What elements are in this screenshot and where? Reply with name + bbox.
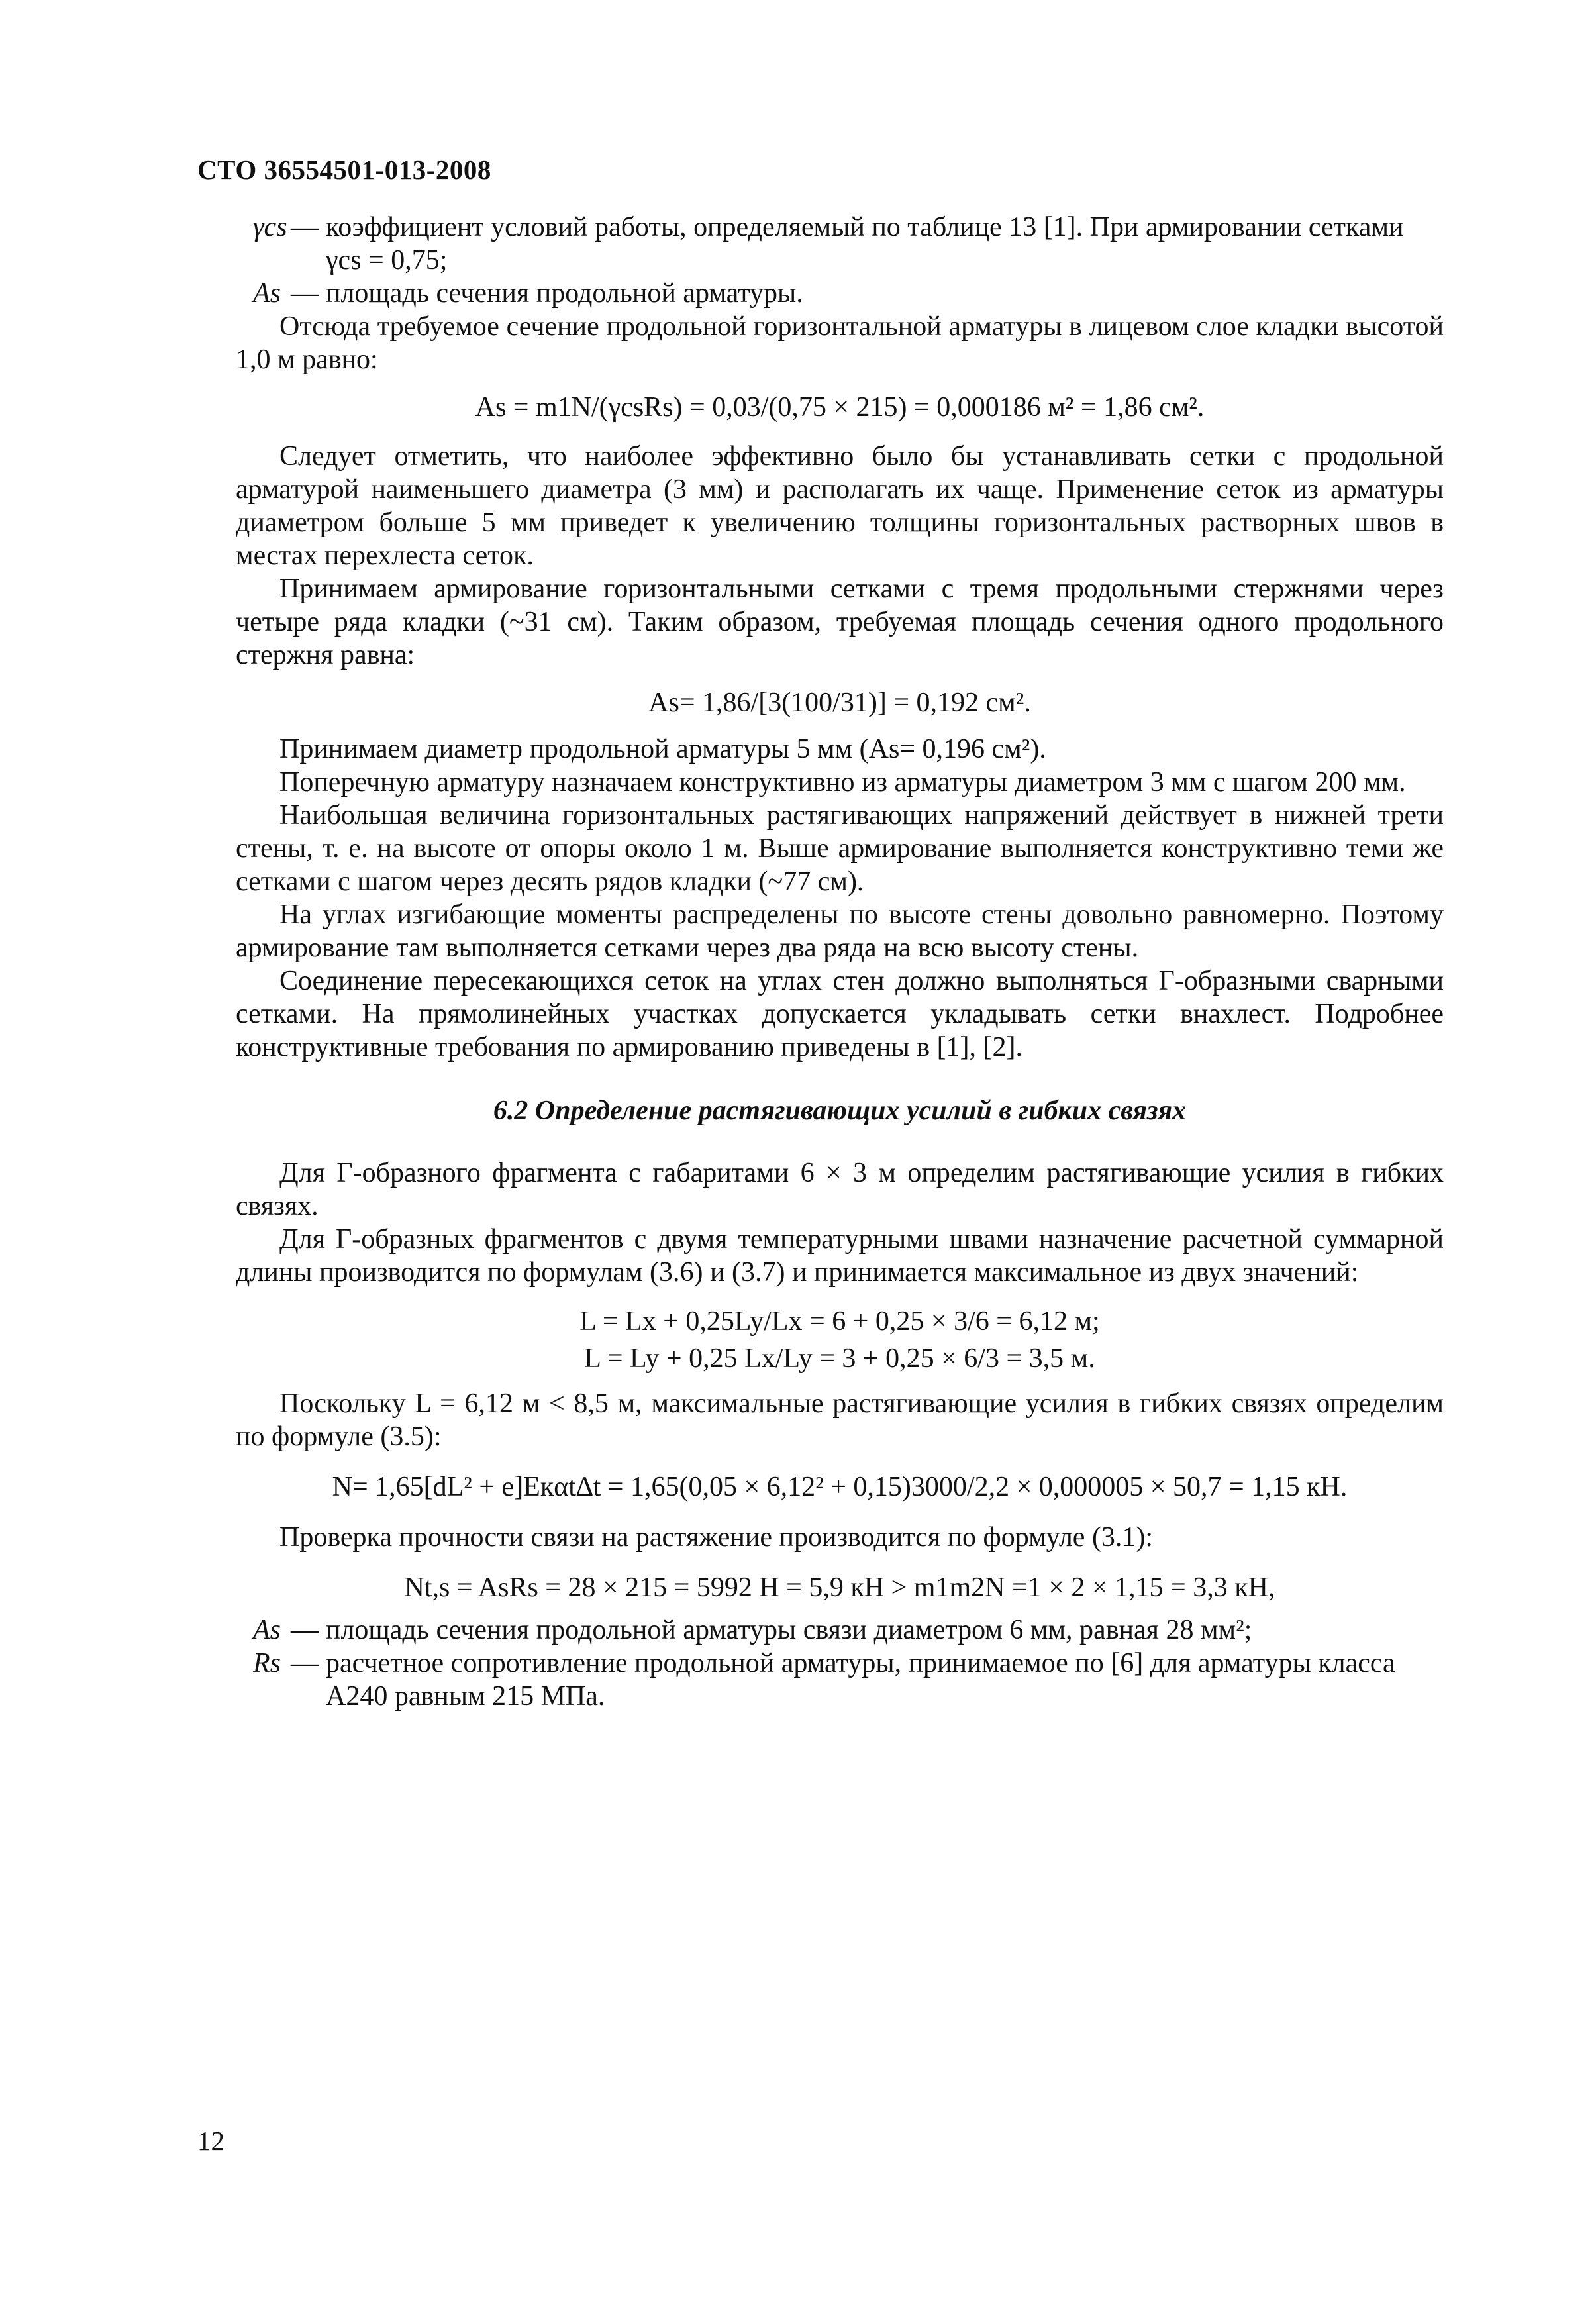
paragraph: Поскольку L = 6,12 м < 8,5 м, максимальные растягивающие усилия в гибких связях определим по формуле (3.5):	[236, 1388, 1444, 1452]
definition-rs	[236, 1647, 1444, 1713]
paragraph: На углах изгибающие моменты распределены по высоте стены довольно равномерно. Поэтому армирование там выполняется сетками через два ряда на всю высоту стены.	[236, 900, 1444, 963]
definition-symbol: As	[253, 1615, 281, 1645]
paragraph: Для Г-образных фрагментов с двумя температурными швами назначение расчетной суммарной длины производится по формулам (3.6) и (3.7) и принимается максимальное из двух значений:	[236, 1224, 1444, 1288]
paragraph: Принимаем диаметр продольной арматуры 5 мм (As= 0,196 см²).	[279, 734, 1046, 764]
definition-symbol: As	[253, 278, 281, 309]
paragraph: Проверка прочности связи на растяжение производится по формуле (3.1):	[279, 1522, 1154, 1553]
definition-text: площадь сечения продольной арматуры.	[326, 278, 803, 309]
definition-symbol: γcs	[253, 212, 287, 242]
section-title: 6.2 Определение растягивающих усилий в гибких связях	[493, 1096, 1187, 1126]
definition-text: коэффициент условий работы, определяемый по таблице 13 [1]. При армировании сетками γcs = 0,75;	[326, 212, 1404, 276]
paragraph: Принимаем армирование горизонтальными сетками с тремя продольными стержнями через четыре ряда кладки (~31 см). Таким образом, требуемая площадь сечения одного продольного стержня равна:	[236, 574, 1444, 670]
formula-strength-check: Nt,s = AsRs = 28 × 215 = 5992 Н = 5,9 кН > m1m2N =1 × 2 × 1,15 = 3,3 кН,	[404, 1572, 1275, 1603]
definition-symbol: Rs	[253, 1648, 281, 1678]
document-code-header: СТО 36554501-013-2008	[197, 154, 491, 185]
paragraph: Для Г-образного фрагмента с габаритами 6 × 3 м определим растягивающие усилия в гибких связях.	[236, 1158, 1444, 1221]
definition-dash: —	[291, 1648, 319, 1678]
definition-dash: —	[291, 278, 319, 309]
paragraph: Поперечную арматуру назначаем конструктивно из арматуры диаметром 3 мм с шагом 200 мм.	[279, 767, 1406, 797]
formula-tensile-force: N= 1,65[dL² + e]Eкαt∆t = 1,65(0,05 × 6,12² + 0,15)3000/2,2 × 0,000005 × 50,7 = 1,15 кН.	[332, 1472, 1348, 1502]
definition-dash: —	[291, 1615, 319, 1645]
definition-as-tie	[236, 1614, 1444, 1647]
paragraph: Отсюда требуемое сечение продольной горизонтальной арматуры в лицевом слое кладки высотой 1,0 м равно:	[236, 311, 1444, 375]
formula-length-x: L = Lx + 0,25Ly/Lx = 6 + 0,25 × 3/6 = 6,12 м;	[579, 1306, 1100, 1337]
paragraph: Следует отметить, что наиболее эффективно было бы устанавливать сетки с продольной арматурой наименьшего диаметра (3 мм) и располагать их чаще. Применение сеток из арматуры диаметром больше 5 мм приведет к увеличению толщины горизонтальных растворных швов в местах перехлеста сеток.	[236, 441, 1444, 571]
formula-required-area: As = m1N/(γcsRs) = 0,03/(0,75 × 215) = 0,000186 м² = 1,86 см².	[475, 392, 1205, 423]
paragraph: Наибольшая величина горизонтальных растягивающих напряжений действует в нижней трети стены, т. е. на высоте от опоры около 1 м. Выше армирование выполняется конструктивно теми же сетками с шагом через десять рядов кладки (~77 см).	[236, 800, 1444, 897]
formula-bar-area: As= 1,86/[3(100/31)] = 0,192 см².	[648, 688, 1031, 718]
paragraph: Соединение пересекающихся сеток на углах стен должно выполняться Г-образными сварными сетками. На прямолинейных участках допускается укладывать сетки внахлест. Подробнее конструктивные требования по армированию приведены в [1], [2].	[236, 966, 1444, 1062]
definition-as	[236, 277, 1444, 310]
formula-length-y: L = Ly + 0,25 Lx/Ly = 3 + 0,25 × 6/3 = 3,5 м.	[584, 1343, 1095, 1374]
definition-text: площадь сечения продольной арматуры связи диаметром 6 мм, равная 28 мм²;	[326, 1615, 1252, 1645]
definition-text: расчетное сопротивление продольной арматуры, принимаемое по [6] для арматуры класса А240 равным 215 МПа.	[326, 1648, 1395, 1712]
page-number: 12	[197, 2126, 224, 2156]
definition-gamma-cs	[236, 211, 1444, 277]
page-content	[236, 211, 1444, 1713]
definition-dash: —	[291, 212, 319, 242]
